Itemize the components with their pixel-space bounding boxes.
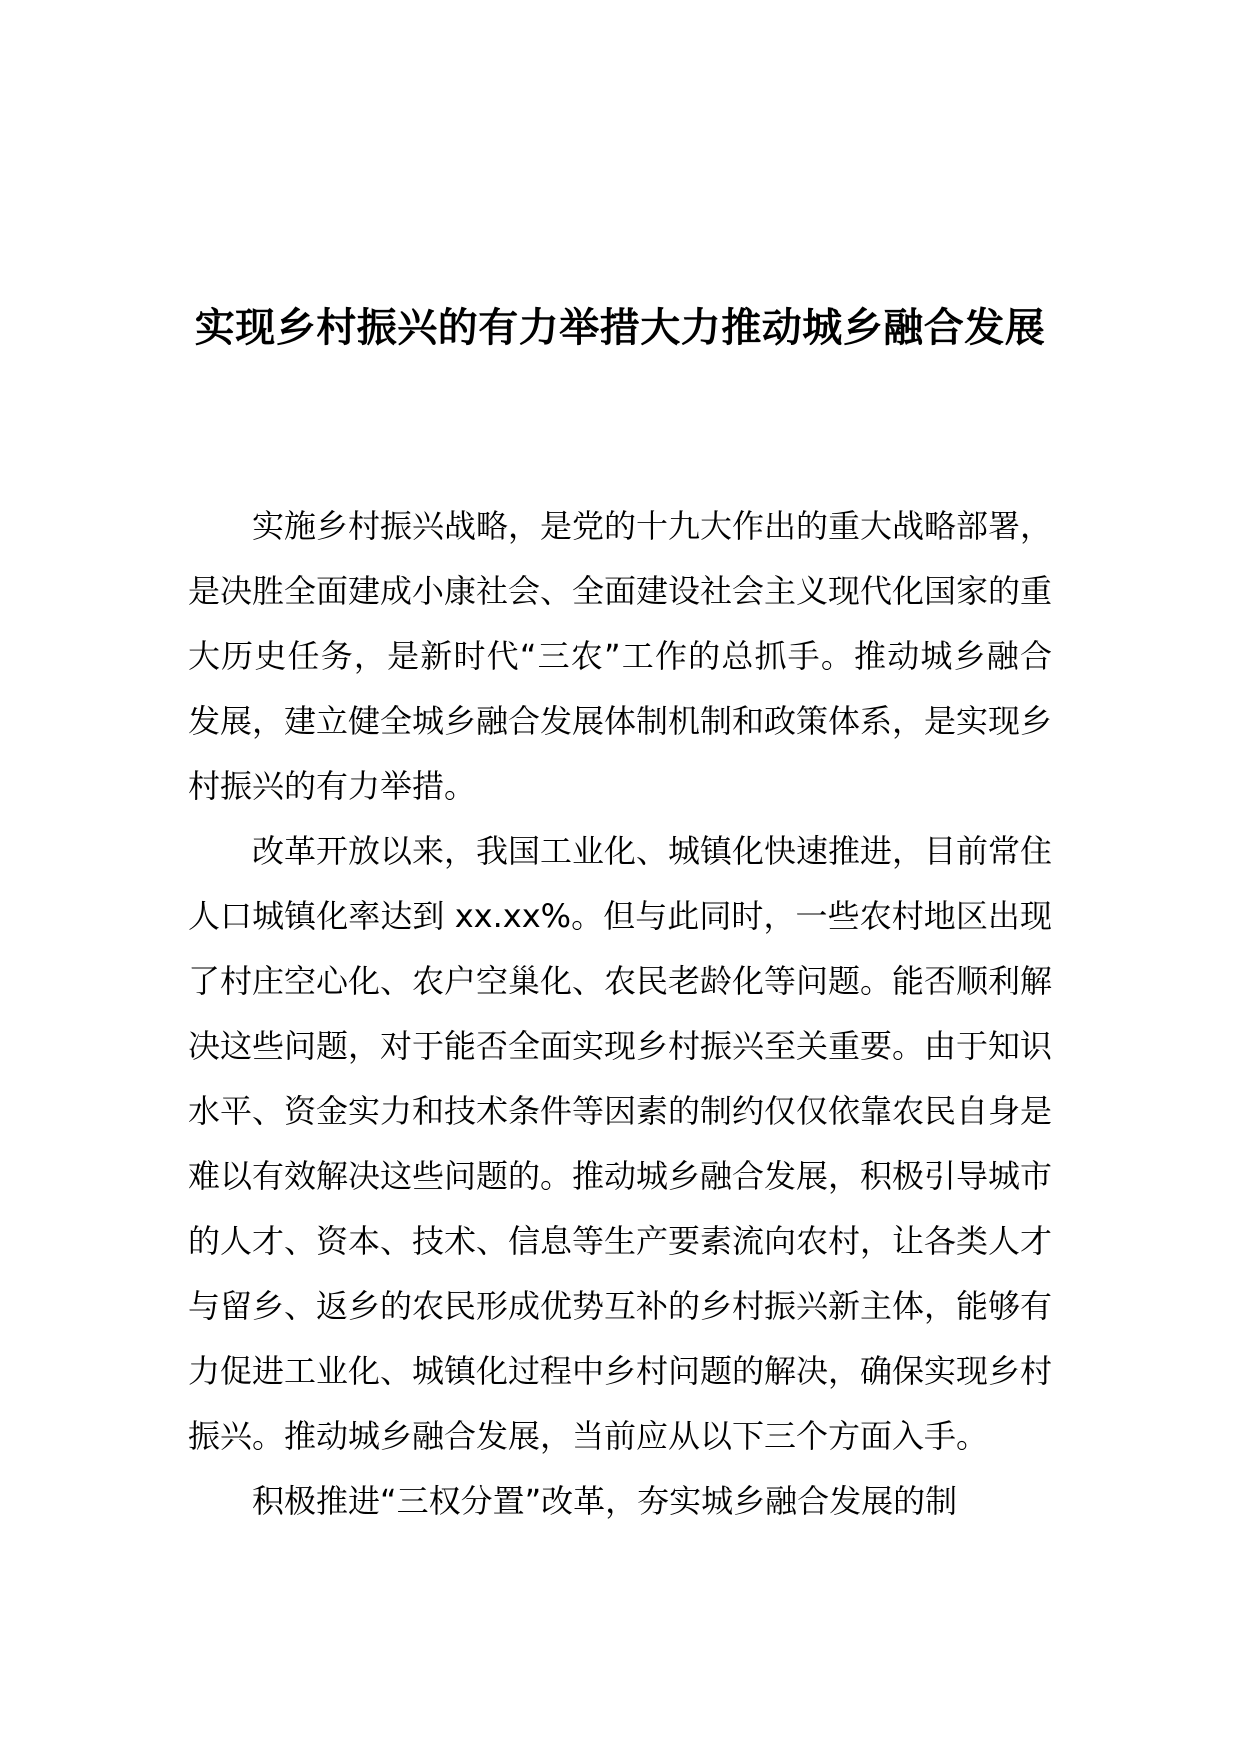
document-body	[188, 494, 1052, 1534]
paragraph-2: 改革开放以来，我国工业化、城镇化快速推进，目前常住人口城镇化率达到 xx.xx%。但与此同时，一些农村地区出现了村庄空心化、农户空巢化、农民老龄化等问题。能否顺利解决这些问题，对于能否全面实现乡村振兴至关重要。由于知识水平、资金实力和技术条件等因素的制约仅仅依靠农民自身是难以有效解决这些问题的。推动城乡融合发展，积极引导城市的人才、资本、技术、信息等生产要素流向农村，让各类人才与留乡、返乡的农民形成优势互补的乡村振兴新主体，能够有力促进工业化、城镇化过程中乡村问题的解决，确保实现乡村振兴。推动城乡融合发展，当前应从以下三个方面入手。	[188, 832, 1053, 1455]
document-title: 实现乡村振兴的有力举措大力推动城乡融合发展	[194, 305, 1046, 351]
paragraph-1: 实施乡村振兴战略，是党的十九大作出的重大战略部署，是决胜全面建成小康社会、全面建设社会主义现代化国家的重大历史任务，是新时代“三农”工作的总抓手。推动城乡融合发展，建立健全城乡融合发展体制机制和政策体系，是实现乡村振兴的有力举措。	[188, 507, 1053, 805]
paragraph-3: 积极推进“三权分置”改革，夯实城乡融合发展的制	[252, 1482, 958, 1520]
